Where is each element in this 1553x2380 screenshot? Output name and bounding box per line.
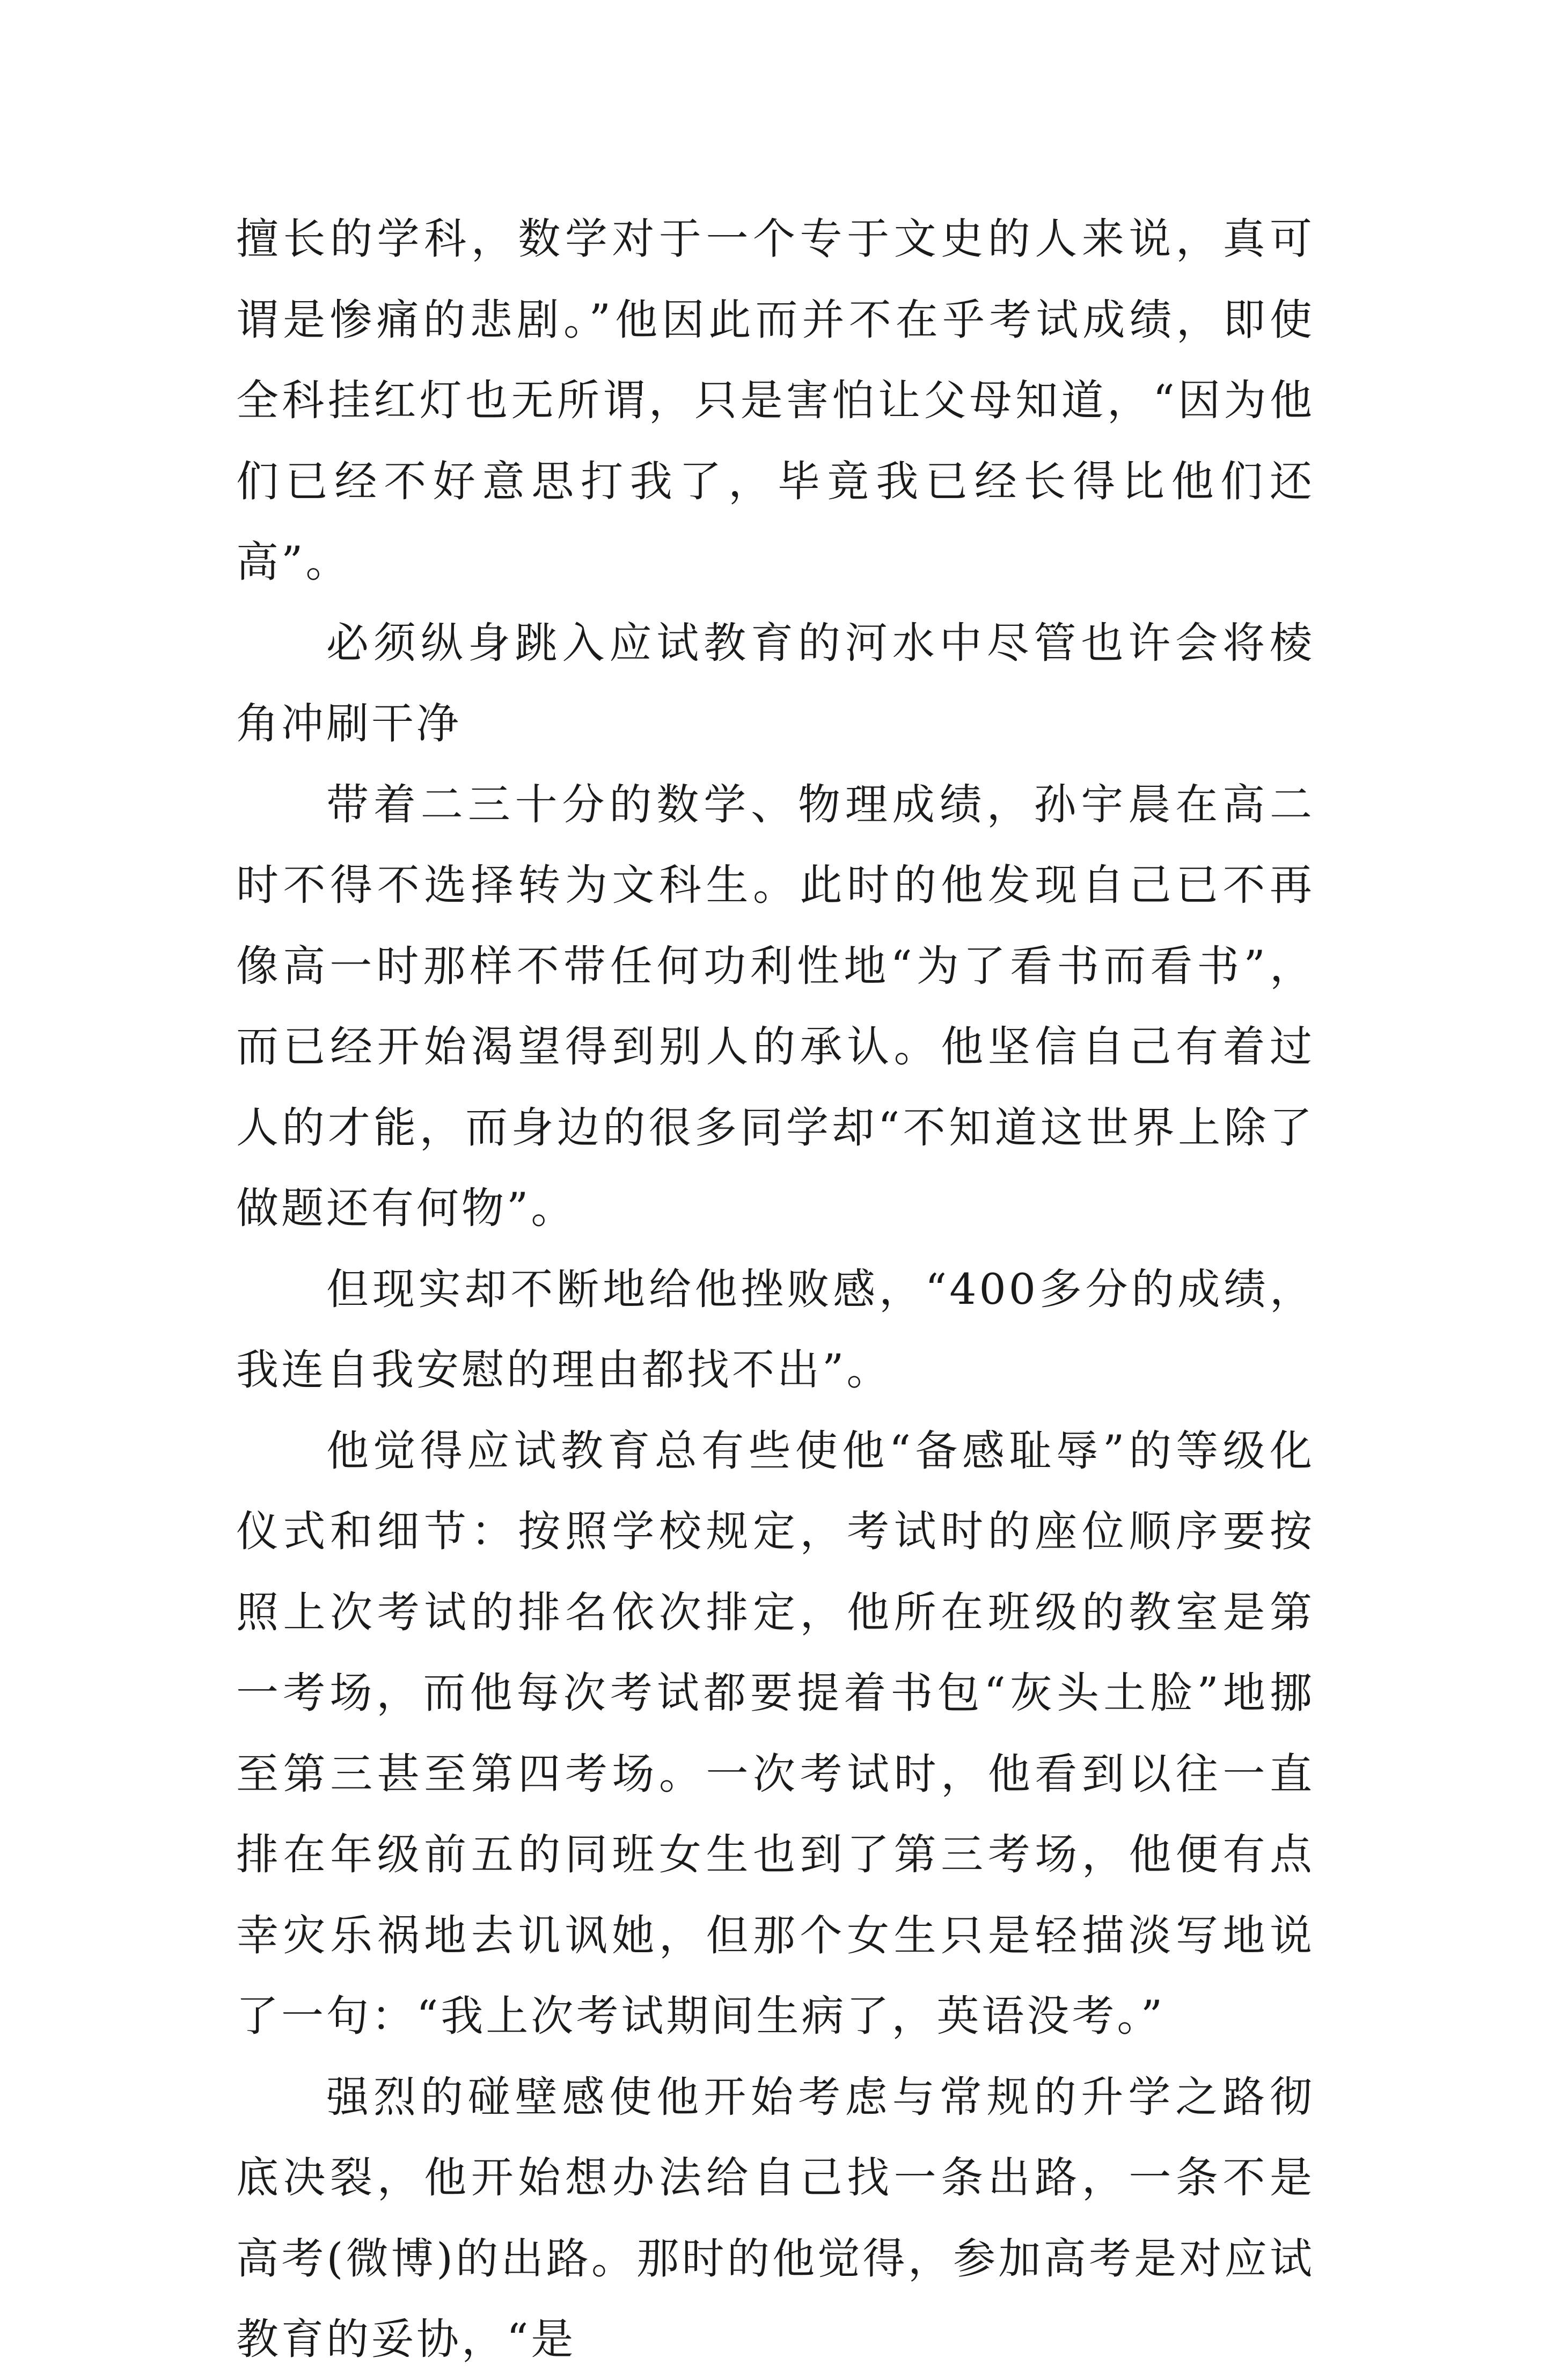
body-text	[236, 199, 1315, 2380]
paragraph-2: 必须纵身跳入应试教育的河水中尽管也许会将棱角冲刷干净	[236, 618, 1315, 748]
paragraph-4: 但现实却不断地给他挫败感，“400多分的成绩，我连自我安慰的理由都找不出”。	[236, 1264, 1315, 1395]
paragraph-6: 强烈的碰壁感使他开始考虑与常规的升学之路彻底决裂，他开始想办法给自己找一条出路，一条不是高考(微博)的出路。那时的他觉得，参加高考是对应试教育的妥协，“是	[236, 2072, 1315, 2364]
paragraph-3: 带着二三十分的数学、物理成绩，孙宇晨在高二时不得不选择转为文科生。此时的他发现自己已不再像高一时那样不带任何功利性地“为了看书而看书”，而已经开始渴望得到别人的承认。他坚信自己有着过人的才能，而身边的很多同学却“不知道这世界上除了做题还有何物”。	[236, 779, 1315, 1233]
paragraph-1: 擅长的学科，数学对于一个专于文史的人来说，真可谓是惨痛的悲剧。”他因此而并不在乎考试成绩，即使全科挂红灯也无所谓，只是害怕让父母知道，“因为他们已经不好意思打我了，毕竟我已经长得比他们还高”。	[236, 214, 1315, 587]
paragraph-5: 他觉得应试教育总有些使他“备感耻辱”的等级化仪式和细节：按照学校规定，考试时的座位顺序要按照上次考试的排名依次排定，他所在班级的教室是第一考场，而他每次考试都要提着书包“灰头土脸”地挪至第三甚至第四考场。一次考试时，他看到以往一直排在年级前五的同班女生也到了第三考场，他便有点幸灾乐祸地去讥讽她，但那个女生只是轻描淡写地说了一句：“我上次考试期间生病了，英语没考。”	[236, 1426, 1315, 2041]
